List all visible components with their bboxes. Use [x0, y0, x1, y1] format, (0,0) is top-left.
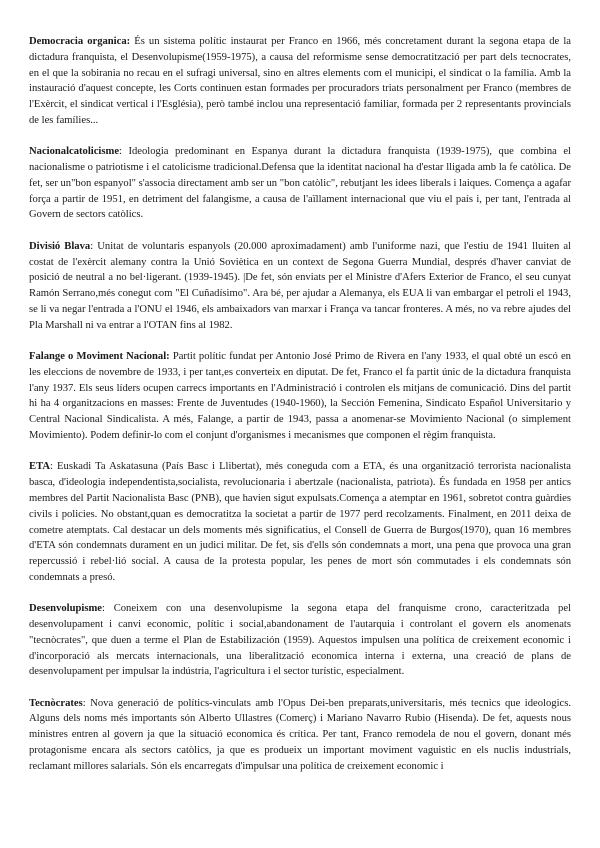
document-page — [29, 34, 571, 790]
glossary-entry-nacionalcatolicisme — [29, 144, 571, 223]
definition-democracia-organica: És un sistema polític instaurat per Franco en 1966, més concretament durant la segona etapa de la dictadura franquista, el Desenvolupisme(1959-1975), a causa del reformisme sense democratització per part dels tecnocrates, en el que la sobirania no recau en el sufragi universal, sino en altres elements com el municipi, el sindicat o la família. Amb la instauració d'aquest concepte, les Corts continuen estan formades per procuradors triats personalment per Franco (membres de l'Exèrcit, el sindicat vertical i l'Església), però també inclou una representació familiar, formada per 2 representants provincials de les famílies... — [29, 36, 571, 126]
glossary-entry-divisio-blava — [29, 239, 571, 334]
term-falange: Falange o Moviment Nacional: — [29, 351, 170, 363]
definition-tecnocrates: : Nova generació de polítics-vinculats amb l'Opus Dei-ben preparats,universitaris, més tecnics que ideologics. Alguns dels noms més importants són Alberto Ullastres (Comerç) i Mariano Navarro Rubio (Hisenda). De fet, aquests nous ministres entren al govern ja que la situació economica és crítica. Per tant, Franco remodela de nou el govern, donant més protagonisme encara als sectors catòlics, ja que es produeix un important moviment vaguistic en els nuclis industrials, reclamant millores salarials. Són els encarregats d'impulsar una política de creixement economic i — [29, 697, 571, 772]
glossary-entry-eta — [29, 459, 571, 585]
definition-desenvolupisme: : Coneixem con una desenvolupisme la segona etapa del franquisme crono, caracteritzada pel desenvolupament i canvi economic, polític i social,abandonament de l'autarquia i controlant el govern els anomenats "tecnòcrates", que duen a terme el Plan de Estabilización (1959). Aquestos impulsen una política de creixement economic i d'incorporació als mercats internacionals, una liberalització economica interna i externa, una creació de plans de desenvolupament per impulsar la indústria, l'agricultura i el sector turístic, especialment. — [29, 603, 571, 678]
term-eta: ETA — [29, 461, 50, 473]
glossary-entry-democracia-organica — [29, 34, 571, 129]
term-nacionalcatolicisme: Nacionalcatolicisme — [29, 146, 120, 158]
term-tecnocrates: Tecnòcrates — [29, 697, 83, 709]
definition-divisio-blava: : Unitat de voluntaris espanyols (20.000 aproximadament) amb l'uniforme nazi, que l'estiu de 1941 lluiten al costat de l'exèrcit alemany contra la Unió Soviètica en un context de Segona Guerra Mundial, després d'haver canviat de posició de neutral a no bel·ligerant. (1939-1945). |De fet, són enviats per el Ministre d'Afers Exterior de Franco, el seu cunyat Ramón Serrano,més conegut com "El Cuñadísimo". Ara bé, per ajudar a Alemanya, els EUA li van embargar el petroli el 1943, se li va negar l'entrada a l'ONU el 1946, els ambaixadors van marxar i França va tancar fronteres. A més, no va rebre ajudes del Pla Marshall ni va entrar a l'OTAN fins al 1982. — [29, 240, 571, 331]
term-divisio-blava: Divisió Blava — [29, 240, 91, 252]
glossary-entry-desenvolupisme — [29, 601, 571, 680]
glossary-entry-falange — [29, 349, 571, 444]
definition-nacionalcatolicisme: : Ideologia predominant en Espanya durant la dictadura franquista (1939-1975), que combina el nacionalisme o patriotisme i el catolicisme tradicional.Defensa que la identitat nacional ha d'estar lligada amb la fe catòlica. De fet, ser un"bon espanyol" s'associa directament amb ser un "bon catòlic", rebutjant les idees liberals i laiques. Comença a agafar força a partir de 1951, en detriment del falangisme, a causa de l'aïllament internacional que viu el país i, per tant, l'entrada al Govern de sectors catòlics. — [29, 146, 571, 221]
definition-eta: : Euskadi Ta Askatasuna (País Basc i Llibertat), més coneguda com a ETA, és una organització terrorista nacionalista basca, d'ideologia independentista,socialista, revolucionaria i abertzale (nacionalista, patriota). És fundada en 1958 per antics membres del Partit Nacionalista Basc (PNB), que havien sigut expulsats.Comença a atemptar en 1961, sobretot contra guàrdies civils i policies. No obstant,quan es democratitza la societat a partir de 1977 perd recolzaments. Finalment, en 2011 deixa de cometre atemptats. Cal destacar un dels moments més significatius, el Consell de Guerra de Burgos(1970), quan 16 membres d'ETA són condemnats durament en un judici militar. De fet, sis d'ells són condemnats a mort, una pena que provoca una gran repercussió i rebel·lió social. A causa de la protesta popular, les penes de mort són commutades i els condemnats són condemnats a presó. — [29, 461, 571, 583]
term-democracia-organica: Democracia organica: — [29, 36, 131, 47]
definition-falange: Partit polític fundat per Antonio José Primo de Rivera en l'any 1933, el qual obté un escó en les eleccions de novembre de 1933, i per tant,es converteix en diputat. De fet, Franco el fa partit únic de la dictadura franquista l'any 1937. Els seus líders ocupen carrecs importants en l'Administració i controlen els mitjans de comunicació. Dins del partit hi ha 4 organitzacions en masses: Frente de Juventudes (1940-1960), la Sección Femenina, Sindicato Español Universitario y Central Nacional Sindicalista. A més, Falange, a partir de 1943, passa a anomenar-se Movimiento Nacional (o simplement Movimiento). Podem definir-lo com el conjunt d'organismes i mecanismes que componen el règim franquista. — [29, 351, 571, 442]
term-desenvolupisme: Desenvolupisme — [29, 603, 102, 615]
glossary-entry-tecnocrates — [29, 696, 571, 775]
